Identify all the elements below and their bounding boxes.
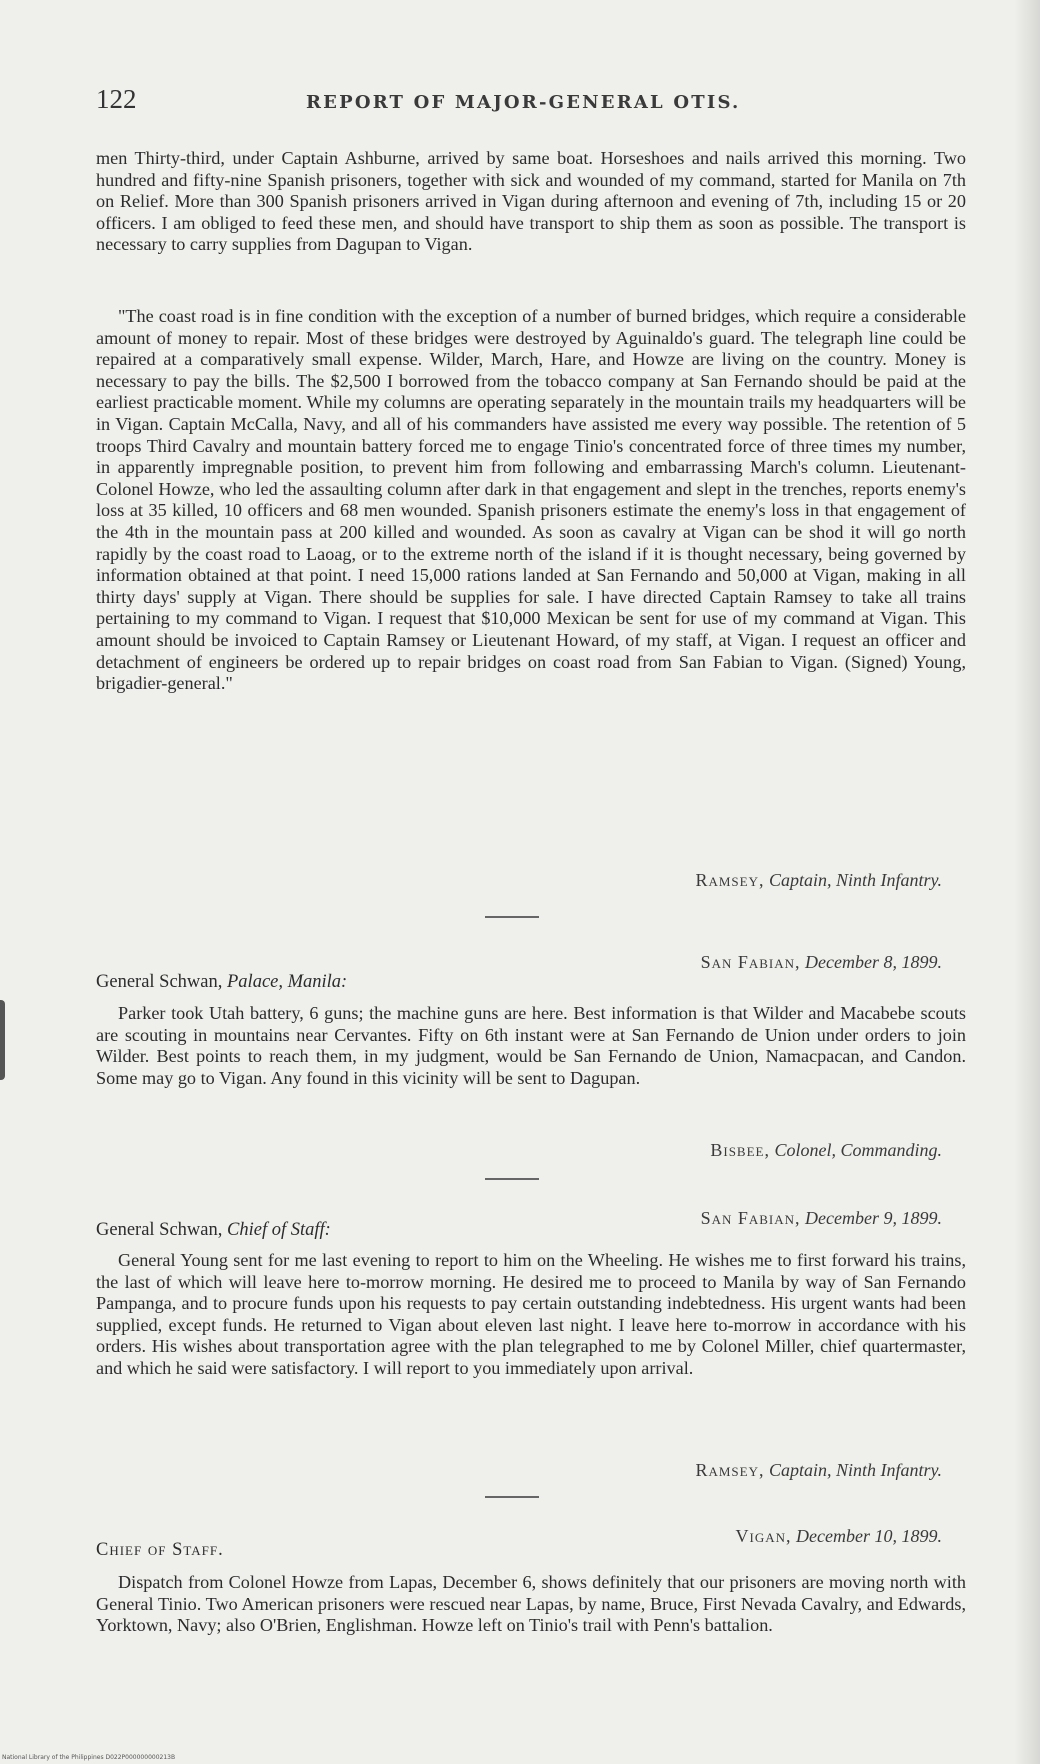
signature-name: Ramsey, <box>695 870 765 890</box>
section-divider <box>485 916 539 918</box>
addressee-name: General Schwan, <box>96 972 223 992</box>
section-divider <box>485 1496 539 1498</box>
dateline-dec-10 <box>736 1526 942 1547</box>
addressee-schwan-palace <box>96 972 347 993</box>
dateline-dec-9 <box>701 1208 942 1229</box>
addressee-schwan-staff <box>96 1220 331 1241</box>
dateline-place: Vigan, <box>735 1526 792 1546</box>
dateline-date: December 10, 1899. <box>796 1526 942 1546</box>
page-gutter-shade <box>1014 0 1040 1764</box>
page-header <box>96 84 976 120</box>
signature-title: Captain, Ninth Infantry. <box>768 870 942 890</box>
addressee-name: General Schwan, <box>96 1220 223 1240</box>
paragraph-quoted-telegram: "The coast road is in fine condition with the exception of a number of burned bridges, which require a considerable amount of money to repair. Most of these bridges were destroyed by Aguinaldo's guard. The telegraph line could be repaired at a comparatively small expense. Wilder, March, Hare, and Howze are living on the country. Money is necessary to pay the bills. The $2,500 I borrowed from the tobacco company at San Fernando should be paid at the earliest practicable moment. While my columns are operating separately in the mountain trails my headquarters will be in Vigan. Captain McCalla, Navy, and all of his commanders have assisted me every way possible. The retention of 5 troops Third Cavalry and mountain battery forced me to engage Tinio's concentrated force of three times my number, in apparently impregnable position, to prevent him from following and embarrassing March's column. Lieutenant-Colonel Howze, who led the assaulting column after dark in that engagement and slept in the trenches, reports enemy's loss at 35 killed, 10 officers and 68 men wounded. Spanish prisoners estimate the enemy's loss in that engagement of the 4th in the mountain pass at 200 killed and wounded. As soon as cavalry at Vigan can be shod it will go north rapidly by the coast road to Laoag, or to the extreme north of the island if it is thought necessary, being governed by information obtained at that point. I need 15,000 rations landed at San Fernando and 50,000 at Vigan, making in all thirty days' supply at Vigan. There should be supplies for sale. I have directed Captain Ramsey to take all trains pertaining to my command to Vigan. I request that $10,000 Mexican be sent for use of my command at Vigan. This amount should be invoiced to Captain Ramsey or Lieutenant Howard, of my staff, at Vigan. I request an officer and detachment of engineers be ordered up to repair bridges on coast road from San Fabian to Vigan. (Signed) Young, brigadier-general." <box>96 306 966 694</box>
dateline-place: San Fabian, <box>700 952 801 972</box>
telegram-body-vigan: Dispatch from Colonel Howze from Lapas, December 6, shows definitely that our prisoners are moving north with General Tinio. Two American prisoners were rescued near Lapas, by name, Bruce, First Nevada Cavalry, and Edwards, Yorktown, Navy; also O'Brien, Englishman. Howze left on Tinio's trail with Penn's battalion. <box>96 1572 966 1636</box>
running-head: REPORT OF MAJOR-GENERAL OTIS. <box>306 92 741 113</box>
page-number: 122 <box>96 84 137 114</box>
signature-title: Captain, Ninth Infantry. <box>768 1460 942 1480</box>
signature-bisbee <box>710 1140 942 1161</box>
signature-ramsey-2 <box>695 1460 942 1481</box>
signature-ramsey-1 <box>695 870 942 891</box>
section-divider <box>485 1178 539 1180</box>
dateline-date: December 8, 1899. <box>805 952 942 972</box>
dateline-date: December 9, 1899. <box>805 1208 942 1228</box>
signature-name: Bisbee, <box>710 1140 770 1160</box>
footer-archive-id: National Library of the Philippines D022P000000000213B <box>2 1754 176 1761</box>
signature-name: Ramsey, <box>695 1460 765 1480</box>
addressee-place: Palace, Manila: <box>227 972 348 992</box>
dateline-place: San Fabian, <box>700 1208 801 1228</box>
addressee-place: Chief of Staff: <box>227 1220 331 1240</box>
page-edge-mark <box>0 1000 5 1080</box>
addressee-chief-of-staff: Chief of Staff. <box>96 1540 224 1560</box>
signature-title: Colonel, Commanding. <box>774 1140 942 1160</box>
telegram-body-ramsey: General Young sent for me last evening to report to him on the Wheeling. He wishes me to first forward his trains, the last of which will leave here to-morrow morning. He desired me to proceed to Manila by way of San Fernando Pampanga, and to procure funds upon his requests to pay certain outstanding indebtedness. His urgent wants had been supplied, except funds. He returned to Vigan about eleven last night. I leave here to-morrow in accordance with his orders. His wishes about transportation agree with the plan telegraphed to me by Colonel Miller, chief quartermaster, and which he said were satisfactory. I will report to you immediately upon arrival. <box>96 1250 966 1378</box>
dateline-dec-8 <box>701 952 942 973</box>
telegram-body-bisbee: Parker took Utah battery, 6 guns; the machine guns are here. Best information is that Wilder and Macabebe scouts are scouting in mountains near Cervantes. Fifty on 6th instant were at San Fernando de Union under orders to join Wilder. Best points to reach them, in my judgment, would be San Fernando de Union, Namacpacan, and Candon. Some may go to Vigan. Any found in this vicinity will be sent to Dagupan. <box>96 1003 966 1088</box>
paragraph-continuation: men Thirty-third, under Captain Ashburne, arrived by same boat. Horseshoes and nails arrived this morning. Two hundred and fifty-nine Spanish prisoners, together with sick and wounded of my command, started for Manila on 7th on Relief. More than 300 Spanish prisoners arrived in Vigan during afternoon and evening of 7th, including 15 or 20 officers. I am obliged to feed these men, and should have transport to ship them as soon as possible. The transport is necessary to carry supplies from Dagupan to Vigan. <box>96 148 966 255</box>
